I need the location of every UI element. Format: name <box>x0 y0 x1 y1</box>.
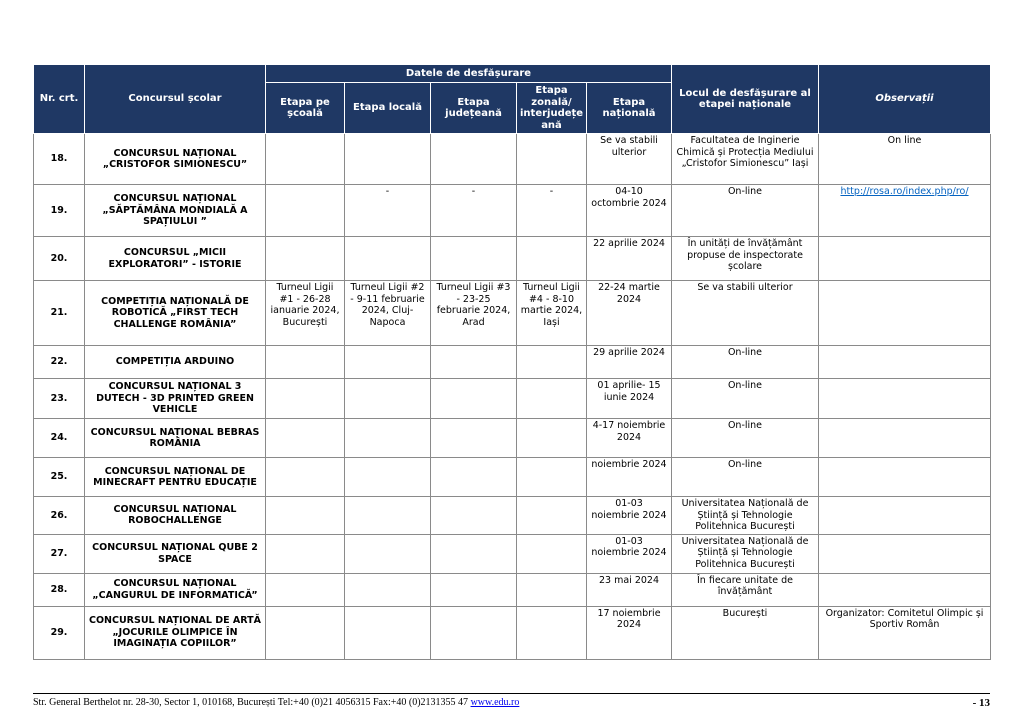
cell-zonala <box>517 497 587 535</box>
cell-zonala <box>517 458 587 497</box>
cell-judeteana <box>431 379 517 419</box>
cell-zonala <box>517 419 587 458</box>
cell-locul: Universitatea Națională de Știință și Tehnologie Politehnica București <box>672 497 819 535</box>
cell-nr: 24. <box>34 419 85 458</box>
cell-nr: 20. <box>34 237 85 281</box>
cell-nationala: 4-17 noiembrie 2024 <box>587 419 672 458</box>
cell-scoala <box>266 458 345 497</box>
cell-nationala: 01-03 noiembrie 2024 <box>587 497 672 535</box>
cell-locala <box>345 534 431 573</box>
cell-name: CONCURSUL NAȚIONAL 3 DUTECH - 3D PRINTED GREEN VEHICLE <box>85 379 266 419</box>
table-row <box>34 458 991 497</box>
cell-judeteana <box>431 134 517 185</box>
header-etapa-scoala: Etapa pe școală <box>266 83 345 134</box>
cell-zonala <box>517 346 587 379</box>
table-row <box>34 346 991 379</box>
footer <box>33 697 990 708</box>
cell-judeteana <box>431 534 517 573</box>
cell-obs <box>819 237 991 281</box>
cell-judeteana <box>431 237 517 281</box>
cell-scoala <box>266 346 345 379</box>
cell-zonala <box>517 534 587 573</box>
cell-name: CONCURSUL NAȚIONAL BEBRAS ROMÂNIA <box>85 419 266 458</box>
header-etapa-locala: Etapa locală <box>345 83 431 134</box>
cell-obs <box>819 185 991 237</box>
cell-name: CONCURSUL NAȚIONAL DE MINECRAFT PENTRU EDUCAȚIE <box>85 458 266 497</box>
cell-nationala: 04-10 octombrie 2024 <box>587 185 672 237</box>
header-etapa-judeteana: Etapa județeană <box>431 83 517 134</box>
cell-nr: 26. <box>34 497 85 535</box>
cell-name: CONCURSUL NAȚIONAL „CANGURUL DE INFORMATICĂ” <box>85 573 266 606</box>
cell-scoala <box>266 379 345 419</box>
cell-nr: 22. <box>34 346 85 379</box>
cell-name: CONCURSUL NAȚIONAL DE ARTĂ „JOCURILE OLIMPICE ÎN IMAGINAȚIA COPIILOR” <box>85 606 266 659</box>
table-row <box>34 185 991 237</box>
cell-judeteana: Turneul Ligii #3 - 23-25 februarie 2024, Arad <box>431 281 517 346</box>
header-nr: Nr. crt. <box>34 65 85 134</box>
cell-zonala <box>517 134 587 185</box>
cell-name: CONCURSUL NAȚIONAL QUBE 2 SPACE <box>85 534 266 573</box>
cell-locul: On-line <box>672 458 819 497</box>
cell-locala <box>345 134 431 185</box>
cell-locul: On-line <box>672 419 819 458</box>
cell-obs: On line <box>819 134 991 185</box>
cell-locala <box>345 497 431 535</box>
cell-nationala: 01-03 noiembrie 2024 <box>587 534 672 573</box>
cell-locala: - <box>345 185 431 237</box>
cell-scoala <box>266 237 345 281</box>
cell-name: COMPETIȚIA ARDUINO <box>85 346 266 379</box>
cell-locala <box>345 346 431 379</box>
table-row <box>34 281 991 346</box>
header-observatii: Observații <box>819 65 991 134</box>
header-etapa-zonala: Etapa zonală/ interjudețe ană <box>517 83 587 134</box>
cell-obs <box>819 458 991 497</box>
cell-nr: 18. <box>34 134 85 185</box>
cell-scoala: Turneul Ligii #1 - 26-28 ianuarie 2024, București <box>266 281 345 346</box>
footer-website-link[interactable]: www.edu.ro <box>470 697 520 708</box>
page-number: - 13 <box>972 697 990 709</box>
cell-scoala <box>266 134 345 185</box>
cell-judeteana <box>431 606 517 659</box>
cell-scoala <box>266 534 345 573</box>
cell-scoala <box>266 606 345 659</box>
cell-nationala: 01 aprilie- 15 iunie 2024 <box>587 379 672 419</box>
cell-nr: 21. <box>34 281 85 346</box>
cell-locala <box>345 458 431 497</box>
competitions-table <box>33 64 991 660</box>
cell-judeteana <box>431 419 517 458</box>
cell-locala: Turneul Ligii #2 - 9-11 februarie 2024, Cluj-Napoca <box>345 281 431 346</box>
cell-judeteana <box>431 458 517 497</box>
footer-address: Str. General Berthelot nr. 28-30, Sector 1, 010168, București Tel:+40 (0)21 4056315 Fax:+40 (0)2131355 47 <box>33 697 471 708</box>
cell-judeteana <box>431 573 517 606</box>
cell-obs: Organizator: Comitetul Olimpic și Sportiv Român <box>819 606 991 659</box>
cell-scoala <box>266 573 345 606</box>
cell-name: COMPETIȚIA NAȚIONALĂ DE ROBOTICĂ „FIRST TECH CHALLENGE ROMÂNIA” <box>85 281 266 346</box>
table-row <box>34 534 991 573</box>
cell-nr: 25. <box>34 458 85 497</box>
cell-nationala: 22 aprilie 2024 <box>587 237 672 281</box>
footer-divider <box>33 693 990 694</box>
table-row <box>34 497 991 535</box>
cell-obs <box>819 534 991 573</box>
cell-locala <box>345 419 431 458</box>
table-row <box>34 237 991 281</box>
cell-name: CONCURSUL „MICII EXPLORATORI” - ISTORIE <box>85 237 266 281</box>
header-locul: Locul de desfășurare al etapei naționale <box>672 65 819 134</box>
cell-obs <box>819 346 991 379</box>
cell-locul: On-line <box>672 346 819 379</box>
cell-nr: 27. <box>34 534 85 573</box>
cell-nr: 28. <box>34 573 85 606</box>
header-concurs: Concursul școlar <box>85 65 266 134</box>
cell-locul: În fiecare unitate de învățământ <box>672 573 819 606</box>
cell-nationala: noiembrie 2024 <box>587 458 672 497</box>
table-row <box>34 419 991 458</box>
cell-nationala: Se va stabili ulterior <box>587 134 672 185</box>
cell-name: CONCURSUL NAȚIONAL ROBOCHALLENGE <box>85 497 266 535</box>
cell-judeteana: - <box>431 185 517 237</box>
cell-name: CONCURSUL NAȚIONAL „SĂPTĂMÂNA MONDIALĂ A SPAȚIULUI ” <box>85 185 266 237</box>
obs-link[interactable]: http://rosa.ro/index.php/ro/ <box>840 186 969 197</box>
cell-zonala <box>517 237 587 281</box>
cell-locul: On-line <box>672 185 819 237</box>
table-row <box>34 573 991 606</box>
cell-obs <box>819 573 991 606</box>
cell-nationala: 22-24 martie 2024 <box>587 281 672 346</box>
cell-locala <box>345 379 431 419</box>
cell-zonala <box>517 573 587 606</box>
cell-judeteana <box>431 497 517 535</box>
cell-locala <box>345 573 431 606</box>
cell-locala <box>345 237 431 281</box>
table-row <box>34 134 991 185</box>
cell-obs <box>819 497 991 535</box>
cell-nationala: 23 mai 2024 <box>587 573 672 606</box>
cell-scoala <box>266 185 345 237</box>
cell-nationala: 17 noiembrie 2024 <box>587 606 672 659</box>
cell-nr: 23. <box>34 379 85 419</box>
table-row <box>34 379 991 419</box>
cell-locul: On-line <box>672 379 819 419</box>
cell-nr: 29. <box>34 606 85 659</box>
cell-locul: București <box>672 606 819 659</box>
cell-nr: 19. <box>34 185 85 237</box>
cell-obs <box>819 379 991 419</box>
cell-locul: Se va stabili ulterior <box>672 281 819 346</box>
cell-obs <box>819 281 991 346</box>
cell-locala <box>345 606 431 659</box>
table-row <box>34 606 991 659</box>
cell-scoala <box>266 497 345 535</box>
header-datele: Datele de desfășurare <box>266 65 672 83</box>
cell-zonala <box>517 379 587 419</box>
cell-zonala: Turneul Ligii #4 - 8-10 martie 2024, Iași <box>517 281 587 346</box>
cell-locul: Universitatea Națională de Știință și Tehnologie Politehnica București <box>672 534 819 573</box>
cell-locul: În unități de învățământ propuse de inspectorate școlare <box>672 237 819 281</box>
cell-name: CONCURSUL NAȚIONAL „CRISTOFOR SIMIONESCU” <box>85 134 266 185</box>
cell-zonala: - <box>517 185 587 237</box>
cell-locul: Facultatea de Inginerie Chimică și Protecția Mediului „Cristofor Simionescu” Iași <box>672 134 819 185</box>
cell-nationala: 29 aprilie 2024 <box>587 346 672 379</box>
cell-obs <box>819 419 991 458</box>
header-etapa-nationala: Etapa națională <box>587 83 672 134</box>
cell-judeteana <box>431 346 517 379</box>
cell-scoala <box>266 419 345 458</box>
cell-zonala <box>517 606 587 659</box>
